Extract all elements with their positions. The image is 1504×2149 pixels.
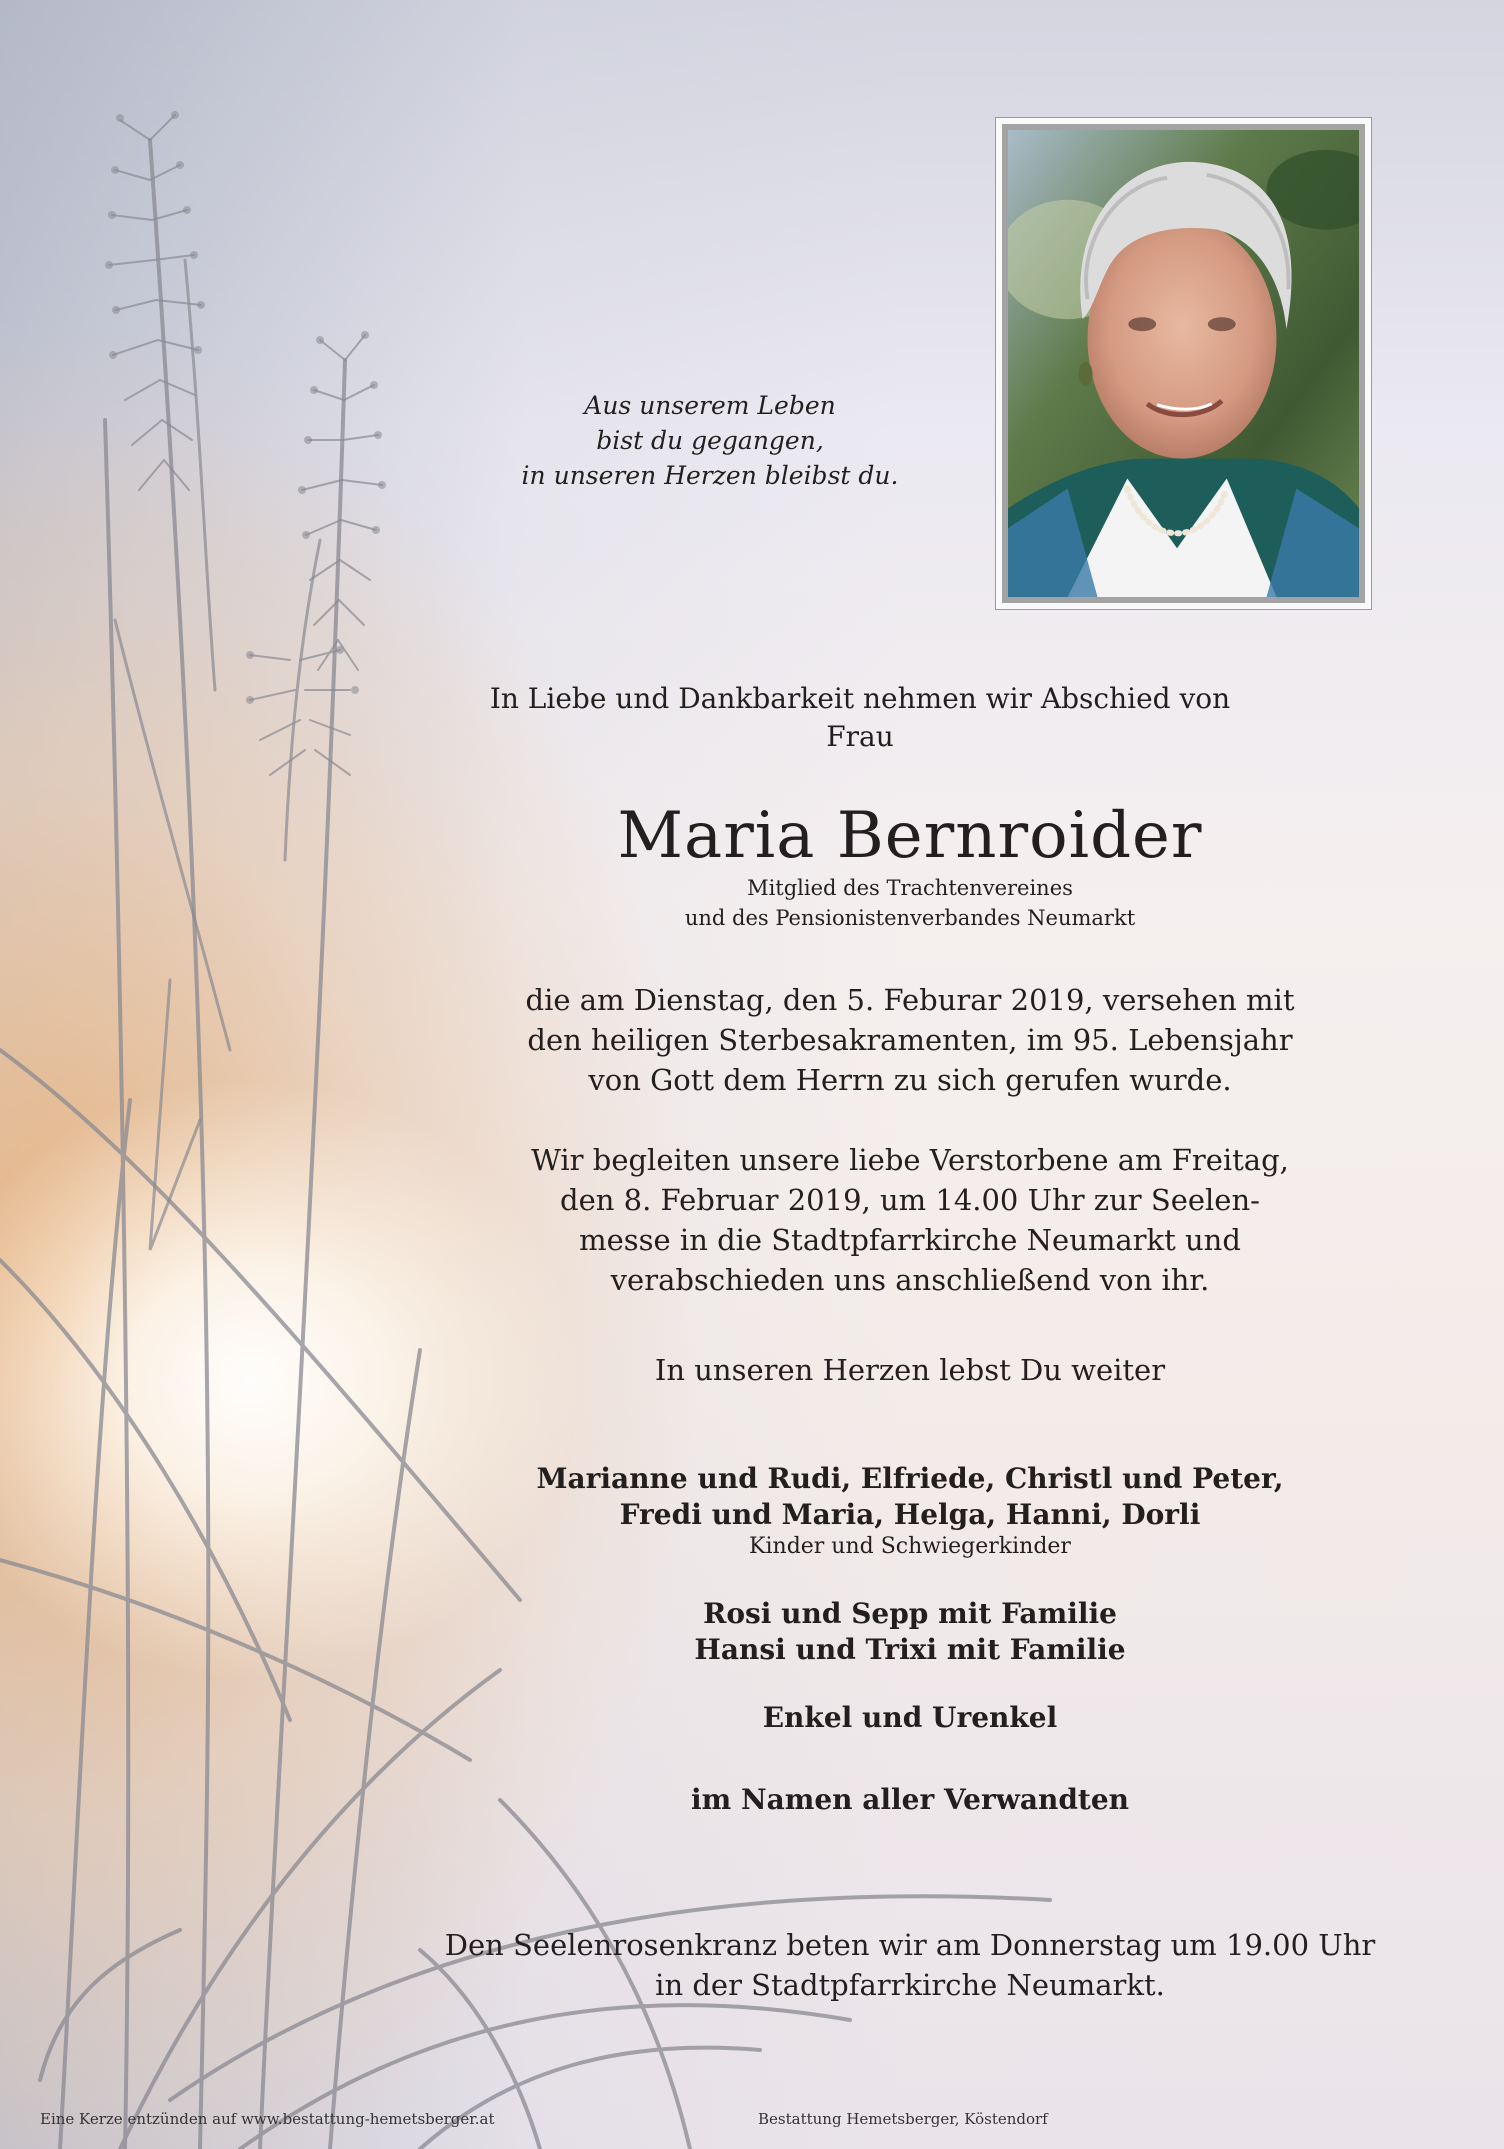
membership-line: und des Pensionistenverbandes Neumarkt <box>684 906 1136 930</box>
funeral-line: den 8. Februar 2019, um 14.00 Uhr zur Seelen- <box>560 1183 1260 1217</box>
mourners-families <box>470 1596 1350 1668</box>
motto-line: in unseren Herzen bleibst du. <box>521 461 899 490</box>
motto <box>460 388 960 493</box>
funeral-details <box>470 1140 1350 1300</box>
grandchildren: Enkel und Urenkel <box>762 1701 1058 1734</box>
intro-line: Frau <box>826 720 894 753</box>
portrait-photo <box>1002 124 1365 603</box>
rosary-notice <box>420 1925 1400 2005</box>
funeral-line: messe in die Stadtpfarrkirche Neumarkt und <box>579 1223 1241 1257</box>
intro-text <box>470 680 1250 756</box>
portrait-frame <box>995 117 1372 610</box>
footer-candle-link[interactable]: Eine Kerze entzünden auf www.bestattung-hemetsberger.at <box>40 2110 495 2128</box>
death-notice-line: die am Dienstag, den 5. Feburar 2019, versehen mit <box>525 983 1295 1017</box>
memberships <box>470 873 1350 933</box>
mourners-line: Fredi und Maria, Helga, Hanni, Dorli <box>619 1498 1201 1531</box>
membership-line: Mitglied des Trachtenvereines <box>747 876 1073 900</box>
intro-line: In Liebe und Dankbarkeit nehmen wir Abschied von <box>489 682 1231 715</box>
funeral-line: Wir begleiten unsere liebe Verstorbene am Freitag, <box>531 1143 1289 1177</box>
mourners-line: Marianne und Rudi, Elfriede, Christl und Peter, <box>536 1462 1284 1495</box>
mourners-line: Rosi und Sepp mit Familie <box>703 1597 1117 1630</box>
closing-line: In unseren Herzen lebst Du weiter <box>654 1353 1166 1387</box>
rosary-line: Den Seelenrosenkranz beten wir am Donnerstag um 19.00 Uhr <box>444 1928 1376 1962</box>
funeral-line: verabschieden uns anschließend von ihr. <box>610 1263 1210 1297</box>
motto-line: Aus unserem Leben <box>584 391 836 420</box>
mourners-children <box>470 1461 1350 1533</box>
footer-funeral-home: Bestattung Hemetsberger, Köstendorf <box>758 2110 1048 2128</box>
children-label: Kinder und Schwiegerkinder <box>749 1534 1071 1559</box>
rosary-line: in der Stadtpfarrkirche Neumarkt. <box>655 1968 1165 2002</box>
mourners-line: Hansi und Trixi mit Familie <box>694 1633 1126 1666</box>
relatives: im Namen aller Verwandten <box>690 1783 1130 1816</box>
deceased-name: Maria Bernroider <box>617 799 1203 873</box>
death-notice-line: von Gott dem Herrn zu sich gerufen wurde. <box>588 1063 1232 1097</box>
death-notice <box>470 980 1350 1100</box>
death-notice-line: den heiligen Sterbesakramenten, im 95. Lebensjahr <box>527 1023 1293 1057</box>
motto-line: bist du gegangen, <box>596 426 824 455</box>
